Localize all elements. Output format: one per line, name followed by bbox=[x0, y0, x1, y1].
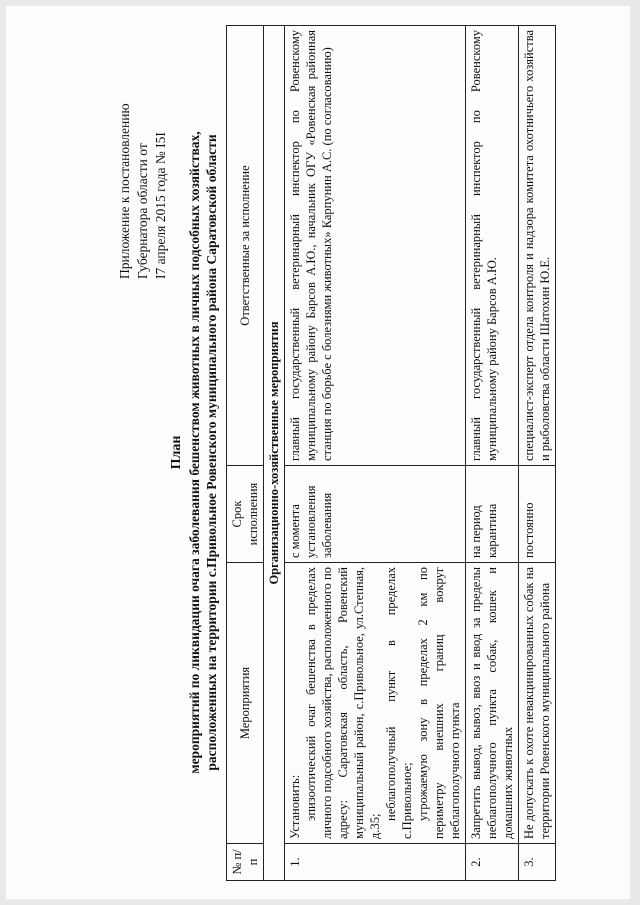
header-num: № п/п bbox=[227, 844, 264, 881]
table-row bbox=[519, 26, 556, 881]
appendix-line-3: I7 апреля 2015 года № I5I bbox=[153, 132, 168, 279]
row-responsible: главный государственный ветеринарный инспектор по Ровенскому муниципальному району Барсов А.Ю., начальник ОГУ «Ровенская районная станция по борьбе с болезнями животных» Карпунин А.С. (по согласованию) bbox=[285, 26, 466, 466]
plan-subtitle-line-1: мероприятий по ликвидации очага заболевания бешенством животных в личных подсобных хозяйствах, bbox=[187, 131, 202, 774]
row-term: постоянно bbox=[519, 466, 556, 563]
row-action bbox=[285, 563, 466, 844]
section-title: Организационно-хозяйственные мероприятия bbox=[264, 26, 285, 881]
action-paragraph: угрожаемую зону в пределах 2 км по периметру внешних границ вокруг неблагополучного пункта bbox=[416, 567, 462, 839]
table-header-row bbox=[227, 26, 264, 881]
row-num: 1. bbox=[285, 844, 466, 881]
row-num: 3. bbox=[519, 844, 556, 881]
row-action: Не допускать к охоте невакцинированных собак на территории Ровенского муниципального района bbox=[519, 563, 556, 844]
action-intro: Установить: bbox=[288, 774, 302, 839]
header-action: Мероприятия bbox=[227, 563, 264, 844]
document-page bbox=[6, 6, 630, 899]
appendix-line-2: Губернатора области от bbox=[135, 143, 150, 279]
row-term: на период карантина bbox=[466, 466, 519, 563]
row-responsible: специалист-эксперт отдела контроля и надзора комитета охотничьего хозяйства и рыболовства области Шатохин Ю.Е. bbox=[519, 26, 556, 466]
row-responsible: главный государственный ветеринарный инспектор по Ровенскому муниципальному району Барсов А.Ю. bbox=[466, 26, 519, 466]
plan-heading: План bbox=[169, 435, 184, 470]
plan-table bbox=[226, 25, 556, 881]
rotated-content bbox=[6, 6, 630, 899]
action-paragraph: эпизоотический очаг бешенства в пределах личного подсобного хозяйства, расположенного по адресу: Саратовская область, Ровенский муниципальный район, с.Привольное, ул.Степная, д.35; bbox=[304, 567, 382, 839]
row-term: с момента установления заболевания bbox=[285, 466, 466, 563]
header-responsible: Ответственные за исполнение bbox=[227, 26, 264, 466]
row-action: Запретить вывод, вывоз, ввоз и ввод за пределы неблагополучного пункта собак, кошек и домашних животных bbox=[466, 563, 519, 844]
row-num: 2. bbox=[466, 844, 519, 881]
header-term: Срок исполнения bbox=[227, 466, 264, 563]
action-paragraph: неблагополучный пункт в пределах с.Привольное; bbox=[384, 567, 414, 839]
appendix-block bbox=[116, 19, 170, 279]
table-row bbox=[285, 26, 466, 881]
appendix-line-1: Приложение к постановлению bbox=[117, 103, 132, 279]
section-row bbox=[264, 26, 285, 881]
plan-subtitle-line-2: расположенных на территории с.Привольное Ровенского муниципального района Саратовской области bbox=[204, 134, 219, 771]
table-row bbox=[466, 26, 519, 881]
